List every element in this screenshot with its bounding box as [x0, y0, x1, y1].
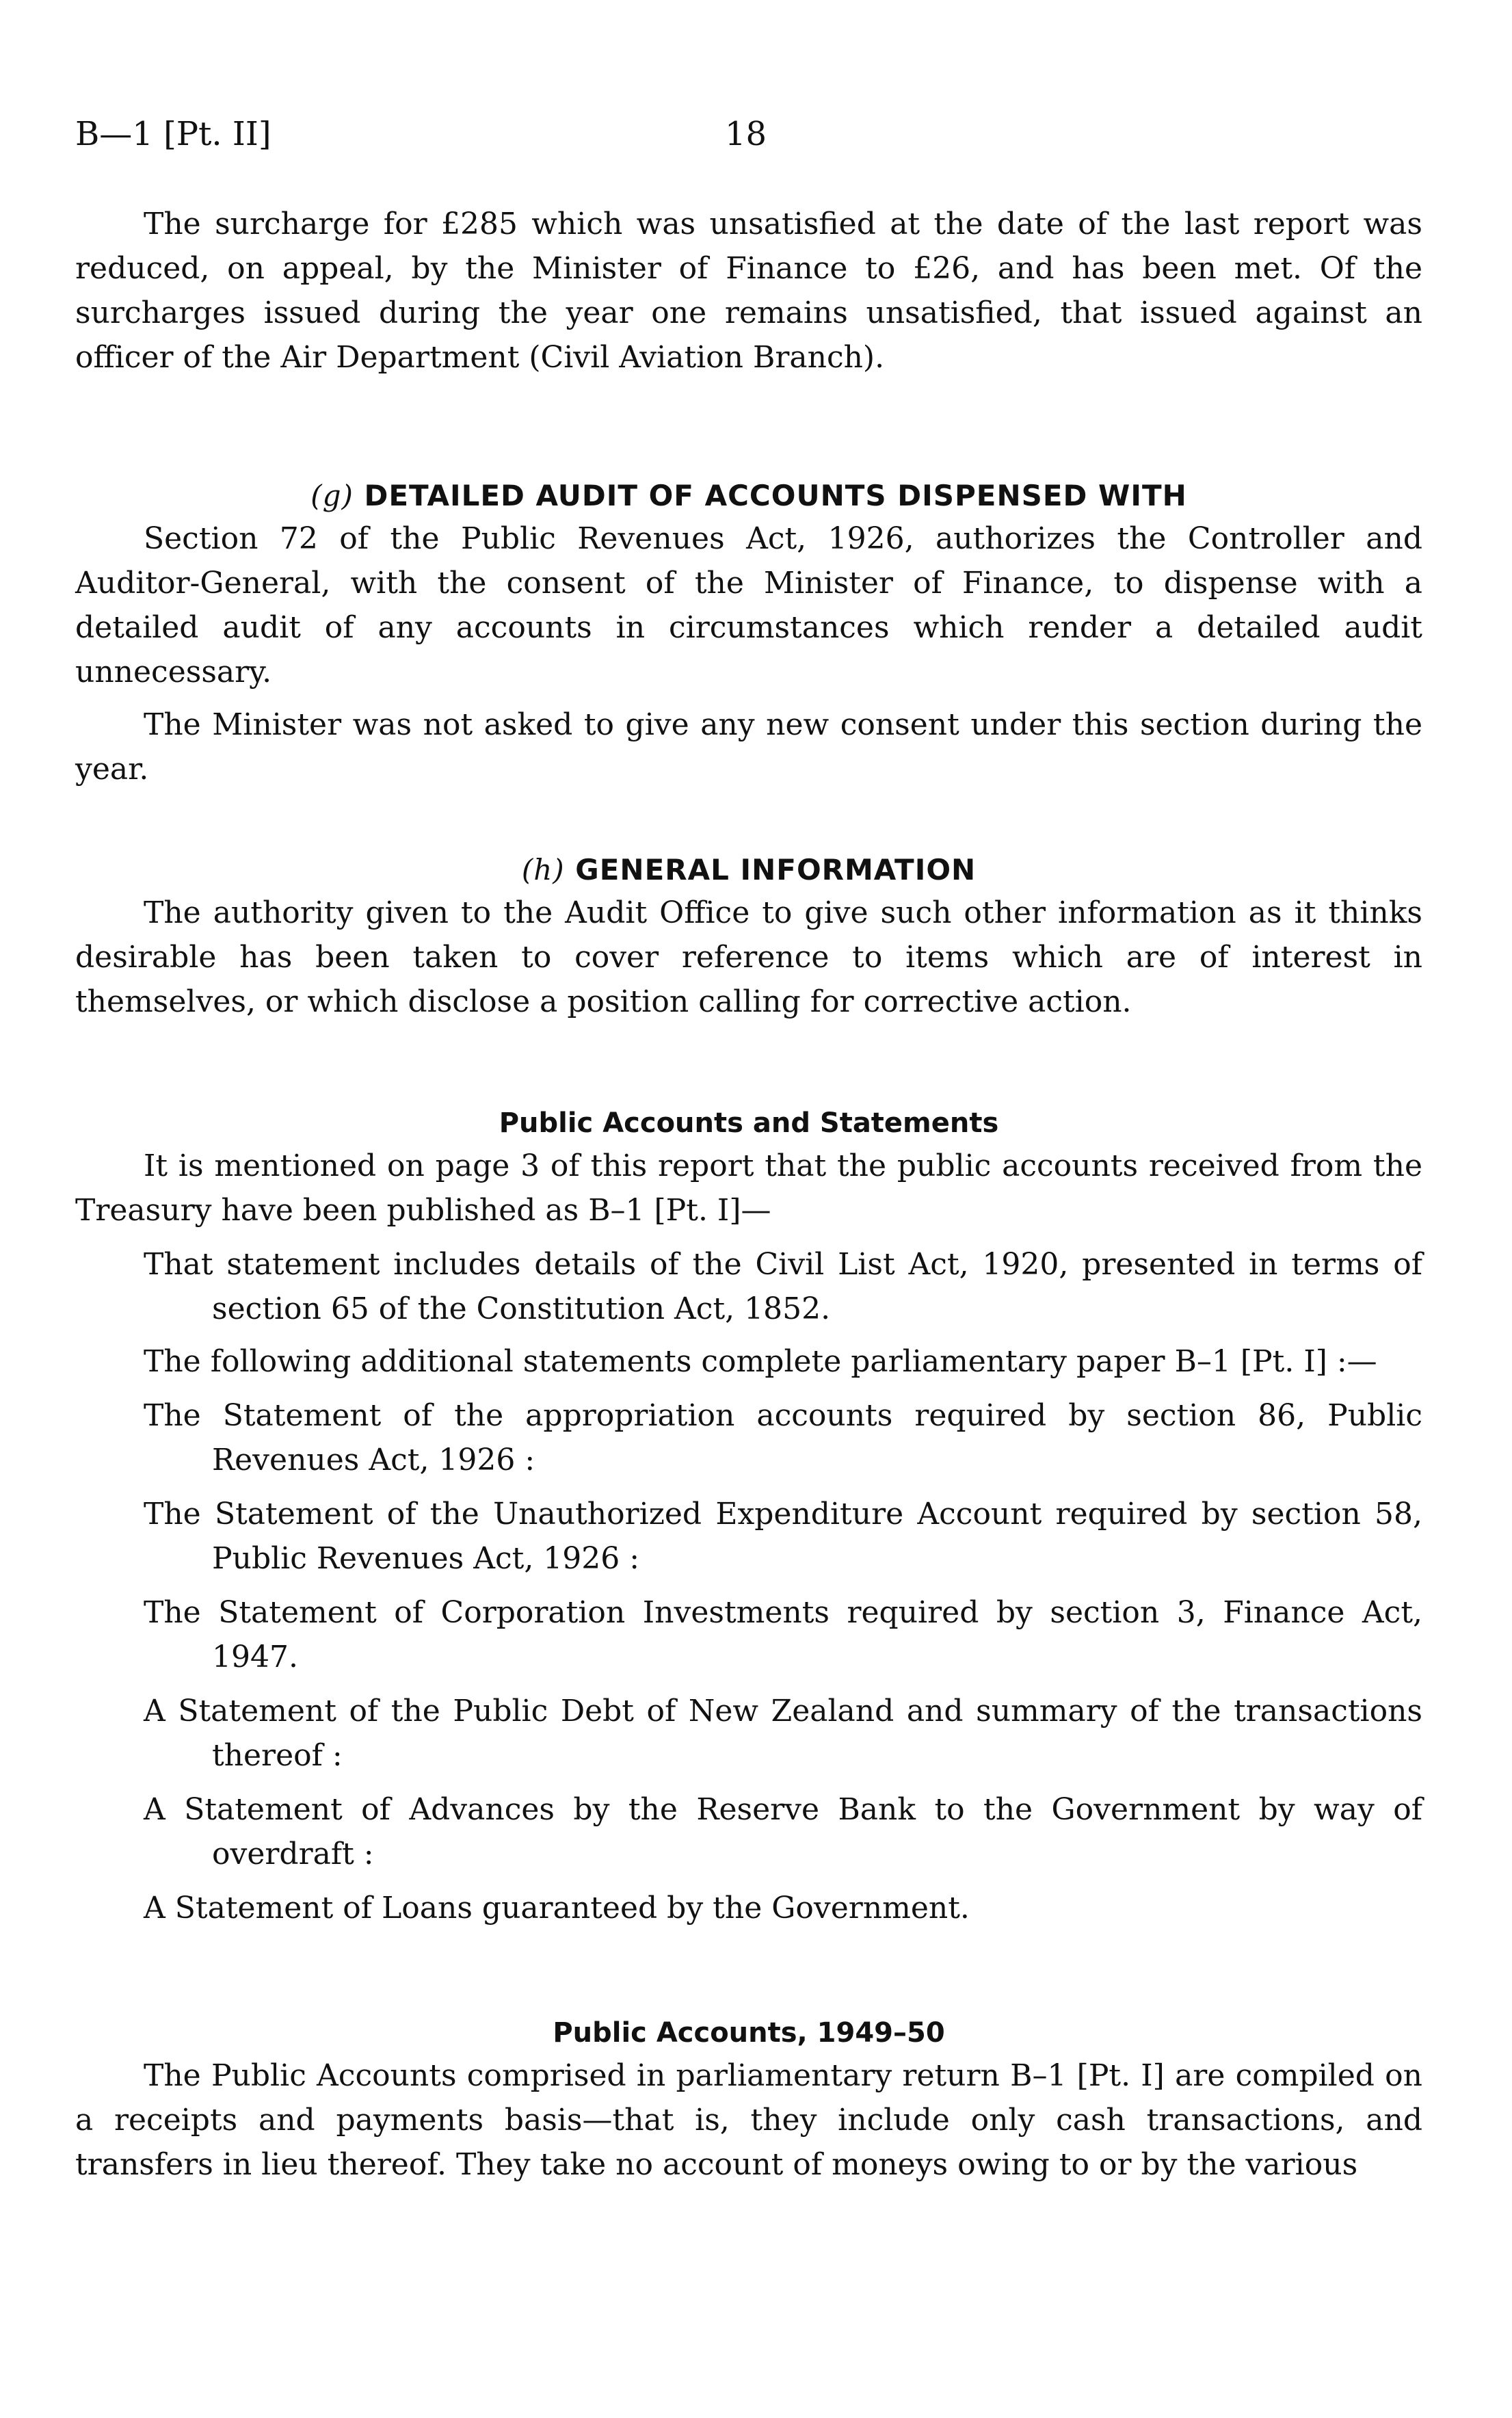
section-h-title: GENERAL INFORMATION	[575, 853, 977, 886]
statement-list-item: The Statement of the appropriation accounts required by section 86, Public Revenues Act, 1926 :	[144, 1398, 1422, 1477]
running-header	[75, 115, 1422, 156]
section-h-heading	[75, 850, 1422, 891]
section-g-paragraph: The Minister was not asked to give any new consent under this section during the year.	[75, 707, 1422, 787]
public-accounts-intro: It is mentioned on page 3 of this report that the public accounts received from the Treasury have been published as B–1 [Pt. I]—	[75, 1148, 1422, 1228]
statement-list-item: A Statement of Advances by the Reserve Bank to the Government by way of overdraft :	[144, 1792, 1422, 1871]
civil-list-item: That statement includes details of the Civil List Act, 1920, presented in terms of section 65 of the Constitution Act, 1852.	[144, 1247, 1422, 1326]
section-g-heading	[75, 475, 1422, 516]
section-g-label: (g)	[310, 479, 354, 512]
body-text	[75, 202, 1422, 2187]
additional-statements-intro: The following additional statements complete parliamentary paper B–1 [Pt. I] :—	[144, 1344, 1377, 1379]
statement-list-item: A Statement of the Public Debt of New Zealand and summary of the transactions thereof :	[144, 1694, 1422, 1773]
surcharge-paragraph: The surcharge for £285 which was unsatisfied at the date of the last report was reduced, on appeal, by the Minister of Finance to £26, and has been met. Of the surcharges issued during the year one remains unsatisfied, that issued against an officer of the Air Department (Civil Aviation Branch).	[75, 207, 1422, 375]
document-reference: B—1 [Pt. II]	[75, 115, 271, 153]
statement-list-item: The Statement of Corporation Investments required by section 3, Finance Act, 1947.	[144, 1595, 1422, 1674]
public-accounts-1949-paragraph: The Public Accounts comprised in parliamentary return B–1 [Pt. I] are compiled on a receipts and payments basis—that is, they include only cash transactions, and transfers in lieu thereof. They take no account of moneys owing to or by the various	[75, 2058, 1422, 2182]
section-g-paragraph: Section 72 of the Public Revenues Act, 1926, authorizes the Controller and Auditor-General, with the consent of the Minister of Finance, to dispense with a detailed audit of any accounts in circumstances which render a detailed audit unnecessary.	[75, 521, 1422, 689]
public-accounts-1949-heading: Public Accounts, 1949–50	[553, 2017, 945, 2049]
statement-list-item: A Statement of Loans guaranteed by the Government.	[144, 1891, 970, 1926]
section-g-title: DETAILED AUDIT OF ACCOUNTS DISPENSED WITH	[364, 479, 1187, 512]
statement-list-item: The Statement of the Unauthorized Expenditure Account required by section 58, Public Revenues Act, 1926 :	[144, 1497, 1422, 1576]
section-h-paragraph: The authority given to the Audit Office to give such other information as it thinks desirable has been taken to cover reference to items which are of interest in themselves, or which disclose a position calling for corrective action.	[75, 895, 1422, 1019]
section-h-label: (h)	[521, 853, 565, 886]
page-number: 18	[725, 115, 767, 153]
public-accounts-statements-heading: Public Accounts and Statements	[499, 1107, 999, 1139]
